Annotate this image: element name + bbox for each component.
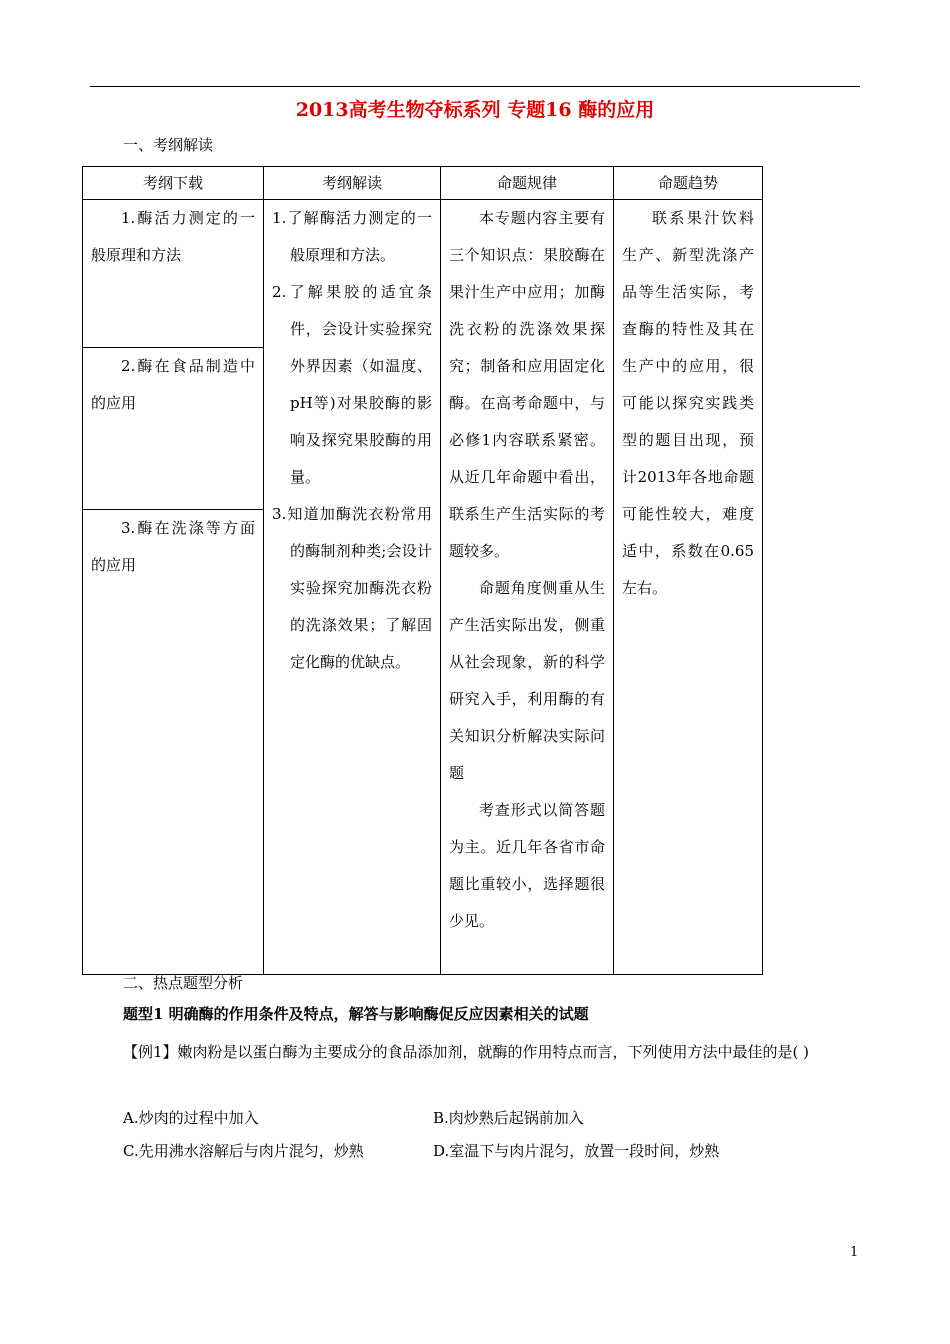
option-b: B.肉炒熟后起锅前加入 (433, 1109, 584, 1127)
header-exam-pattern: 命题规律 (441, 167, 614, 200)
outline-table (82, 166, 763, 975)
section-heading-hot-topics: 二、热点题型分析 (123, 974, 244, 992)
interpretation-item: 3.知道加酶洗衣粉常用的酶制剂种类;会设计实验探究加酶洗衣粉的洗涤效果；了解固定化酶的优缺点。 (272, 505, 432, 671)
question-type-title: 题型1 明确酶的作用条件及特点，解答与影响酶促反应因素相关的试题 (123, 1005, 589, 1023)
trend-paragraph: 联系果汁饮料生产、新型洗涤产品等生活实际，考查酶的特性及其在生产中的应用，很可能以探究实践类型的题目出现，预计2013年各地命题可能性较大，难度适中，系数在0.65左右。 (622, 209, 754, 597)
option-a: A.炒肉的过程中加入 (123, 1109, 259, 1127)
header-outline-interpretation: 考纲解读 (264, 167, 441, 200)
option-c: C.先用沸水溶解后与肉片混匀，炒熟 (123, 1142, 364, 1160)
interpretation-item: 2.了解果胶的适宜条件，会设计实验探究外界因素（如温度、pH等)对果胶酶的影响及探究果胶酶的用量。 (272, 283, 432, 486)
interpretation-cell (264, 200, 441, 975)
outline-item-2: 2.酶在食品制造中的应用 (83, 348, 264, 510)
header-exam-trend: 命题趋势 (614, 167, 763, 200)
page-number: 1 (850, 1245, 859, 1260)
option-d: D.室温下与肉片混匀，放置一段时间，炒熟 (433, 1142, 720, 1160)
header-outline-download: 考纲下载 (83, 167, 264, 200)
interpretation-item: 1.了解酶活力测定的一般原理和方法。 (272, 209, 432, 264)
trend-cell (614, 200, 763, 975)
header-rule (90, 86, 860, 87)
table-row (83, 200, 763, 348)
pattern-paragraph: 考查形式以简答题为主。近几年各省市命题比重较小，选择题很少见。 (449, 801, 605, 930)
section-heading-outline: 一、考纲解读 (123, 136, 214, 154)
question-stem: 【例1】嫩肉粉是以蛋白酶为主要成分的食品添加剂，就酶的作用特点而言，下列使用方法中最佳的是( ) (123, 1043, 810, 1061)
outline-item-1: 1.酶活力测定的一般原理和方法 (83, 200, 264, 348)
document-title: 2013高考生物夺标系列 专题16 酶的应用 (295, 99, 655, 121)
pattern-paragraph: 命题角度侧重从生产生活实际出发，侧重从社会现象，新的科学研究入手，利用酶的有关知识分析解决实际问题 (449, 579, 605, 782)
outline-item-3: 3.酶在洗涤等方面的应用 (83, 510, 264, 975)
pattern-paragraph: 本专题内容主要有三个知识点：果胶酶在果汁生产中应用；加酶洗衣粉的洗涤效果探究；制备和应用固定化酶。在高考命题中，与必修1内容联系紧密。从近几年命题中看出，联系生产生活实际的考题较多。 (449, 209, 605, 560)
pattern-cell (441, 200, 614, 975)
table-header-row (83, 167, 763, 200)
